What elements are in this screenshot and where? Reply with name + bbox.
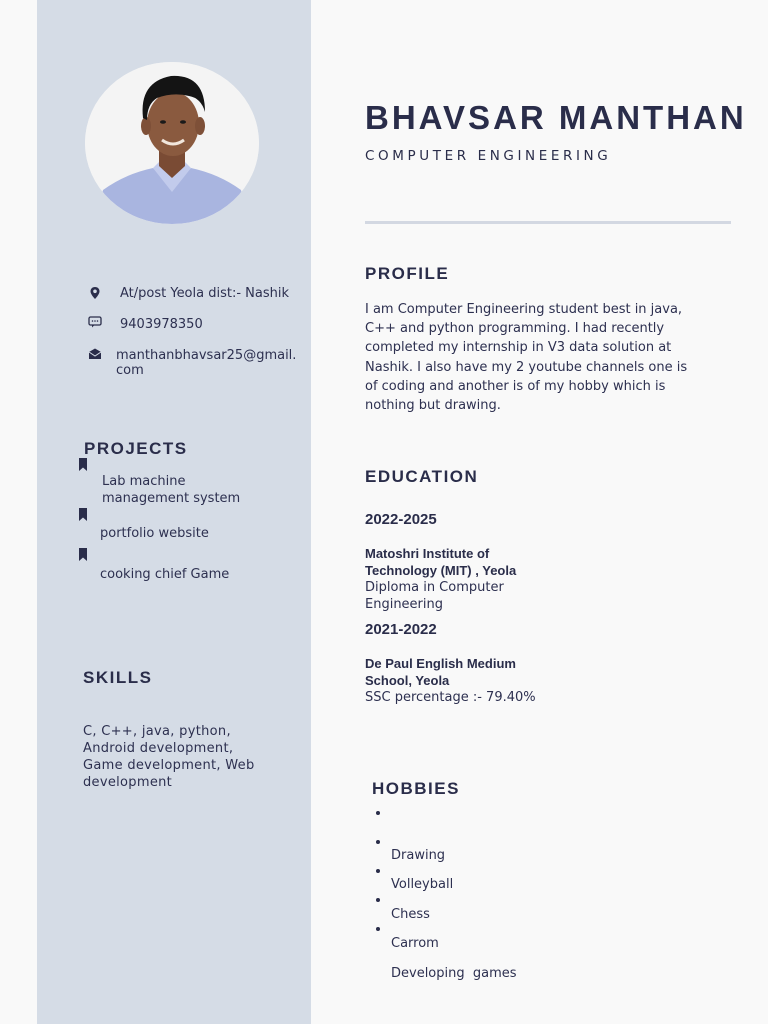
candidate-subtitle: COMPUTER ENGINEERING xyxy=(365,148,612,164)
location-pin-icon xyxy=(88,286,102,300)
bullet-icon xyxy=(376,811,380,815)
education-heading: EDUCATION xyxy=(365,467,479,486)
header-divider xyxy=(365,221,731,224)
education-school: De Paul English Medium School, Yeola xyxy=(365,656,516,688)
projects-heading: PROJECTS xyxy=(84,439,188,458)
education-years: 2022-2025 xyxy=(365,511,437,528)
hobby-item: Drawing xyxy=(391,848,446,863)
education-detail: SSC percentage :- 79.40% xyxy=(365,690,536,705)
education-years: 2021-2022 xyxy=(365,621,437,638)
envelope-icon xyxy=(88,347,102,361)
project-item: cooking chief Game xyxy=(100,567,230,582)
education-school: Matoshri Institute of Technology (MIT) , Yeola xyxy=(365,546,517,578)
profile-heading: PROFILE xyxy=(365,264,450,283)
bookmark-icon xyxy=(79,458,87,471)
chat-bubble-icon xyxy=(88,315,102,329)
contact-email xyxy=(116,348,296,378)
hobby-item: Chess xyxy=(391,907,430,922)
bullet-icon xyxy=(376,869,380,873)
project-item xyxy=(102,473,240,507)
hobbies-heading: HOBBIES xyxy=(372,779,460,798)
candidate-name: BHAVSAR MANTHAN xyxy=(365,99,747,136)
project-item-line1: Lab machine xyxy=(102,474,186,489)
contact-address: At/post Yeola dist:- Nashik xyxy=(120,286,290,301)
profile-text: I am Computer Engineering student best in java, C++ and python programming. I had recently completed my internship in V3 data solution at Nashik. I also have my 2 youtube channels one is of coding and another is of my hobby which is nothing but drawing. xyxy=(365,302,688,414)
education-detail: Diploma in Computer Engineering xyxy=(365,580,504,612)
hobby-item: Carrom xyxy=(391,936,439,951)
bullet-icon xyxy=(376,927,380,931)
bookmark-icon xyxy=(79,548,87,561)
project-item: portfolio website xyxy=(100,526,209,541)
contact-email-line2: com xyxy=(116,363,144,378)
hobby-item: Volleyball xyxy=(391,877,454,892)
skills-text: C, C++, java, python, Android development, Game development, Web development xyxy=(83,724,255,790)
bullet-icon xyxy=(376,898,380,902)
contact-email-line1: manthanbhavsar25@gmail. xyxy=(116,348,297,363)
skills-heading: SKILLS xyxy=(83,668,153,687)
bullet-icon xyxy=(376,840,380,844)
hobby-item: Developing games xyxy=(391,966,517,981)
project-item-line2: management system xyxy=(102,491,241,506)
profile-photo xyxy=(85,62,259,224)
contact-phone: 9403978350 xyxy=(120,317,203,332)
bookmark-icon xyxy=(79,508,87,521)
